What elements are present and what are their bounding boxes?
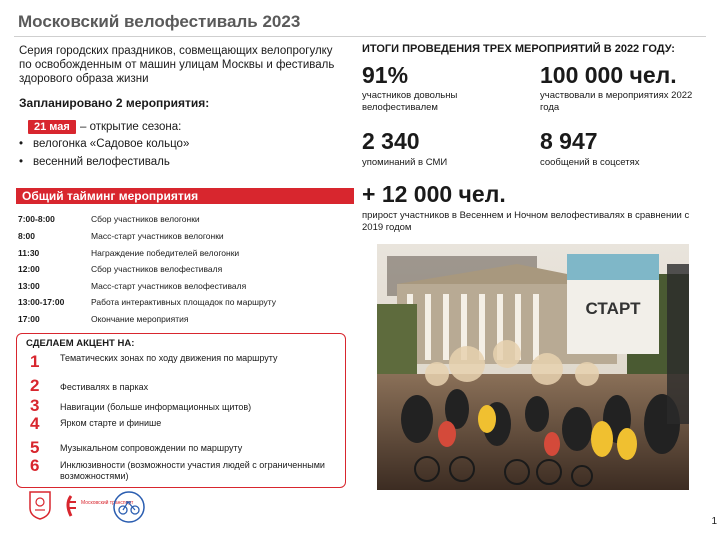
crowd-photo-illustration xyxy=(377,244,689,490)
planned-heading: Запланировано 2 мероприятия: xyxy=(19,96,210,110)
event-item: • весенний велофестиваль xyxy=(19,156,170,168)
timing-row: 11:30 Награждение победителей велогонки xyxy=(18,248,240,258)
focus-item: Тематических зонах по ходу движения по маршруту xyxy=(60,353,278,363)
stat-value: 2 340 xyxy=(362,128,420,154)
event-item: • велогонка «Садовое кольцо» xyxy=(19,138,190,150)
focus-number: 1 xyxy=(30,352,40,371)
focus-item: Инклюзивности (возможности участия людей с ограниченными возможностями) xyxy=(60,460,325,481)
stat-label: упоминаний в СМИ xyxy=(362,157,448,168)
transport-logo-text: Московский транспорт xyxy=(81,500,134,506)
focus-item: Навигации (больше информационных щитов) xyxy=(60,402,252,412)
focus-item: Музыкальном сопровождении по маршруту xyxy=(60,443,243,453)
stat-value: 91% xyxy=(362,62,409,88)
velo-moscow-logo xyxy=(112,490,146,529)
growth-label: прирост участников в Весеннем и Ночном велофестивалях в сравнении с 2019 годом xyxy=(362,210,690,233)
stat-label: сообщений в соцсетях xyxy=(540,157,640,168)
timing-row: 12:00 Сбор участников велофестиваля xyxy=(18,264,223,274)
focus-heading: СДЕЛАЕМ АКЦЕНТ НА: xyxy=(26,338,135,349)
focus-number: 5 xyxy=(30,438,40,457)
timing-heading: Общий тайминг мероприятия xyxy=(16,188,354,204)
focus-number: 2 xyxy=(30,376,40,395)
timing-row: 7:00-8:00 Сбор участников велогонки xyxy=(18,214,200,224)
focus-number: 4 xyxy=(30,414,40,433)
focus-item: Фестивалях в парках xyxy=(60,382,149,392)
growth-value: + 12 000 чел. xyxy=(362,181,506,207)
title-divider xyxy=(14,36,706,37)
moscow-coat-of-arms-logo xyxy=(28,490,52,525)
start-banner-text: СТАРТ xyxy=(585,299,641,318)
intro-text: Серия городских праздников, совмещающих велопрогулку по освобожденным от машин улицам Москвы и фестиваль здорового образа жизни xyxy=(19,45,335,85)
focus-item: Ярком старте и финише xyxy=(60,418,162,428)
stat-value: 100 000 чел. xyxy=(540,62,677,88)
date-badge: 21 мая xyxy=(28,120,76,134)
timing-row: 8:00 Масс-старт участников велогонки xyxy=(18,231,224,241)
bullet-icon: • xyxy=(19,138,24,150)
focus-number: 3 xyxy=(30,396,40,415)
stat-label: участников довольны велофестивалем xyxy=(362,90,458,113)
event-photo xyxy=(377,244,689,490)
bullet-icon: • xyxy=(19,156,24,168)
stat-value: 8 947 xyxy=(540,128,598,154)
timing-row: 13:00-17:00 Работа интерактивных площадок по маршруту xyxy=(18,297,277,307)
timing-row: 13:00 Масс-старт участников велофестиваля xyxy=(18,281,247,291)
results-heading: ИТОГИ ПРОВЕДЕНИЯ ТРЕХ МЕРОПРИЯТИЙ В 2022 ГОДУ: xyxy=(362,43,675,55)
page-number: 1 xyxy=(711,516,717,527)
date-text: – открытие сезона: xyxy=(80,121,182,133)
timing-row: 17:00 Окончание мероприятия xyxy=(18,314,189,324)
focus-number: 6 xyxy=(30,456,40,475)
moscow-transport-logo xyxy=(62,490,134,525)
page-title: Московский велофестиваль 2023 xyxy=(18,12,301,31)
stat-label: участвовали в мероприятиях 2022 года xyxy=(540,90,693,113)
